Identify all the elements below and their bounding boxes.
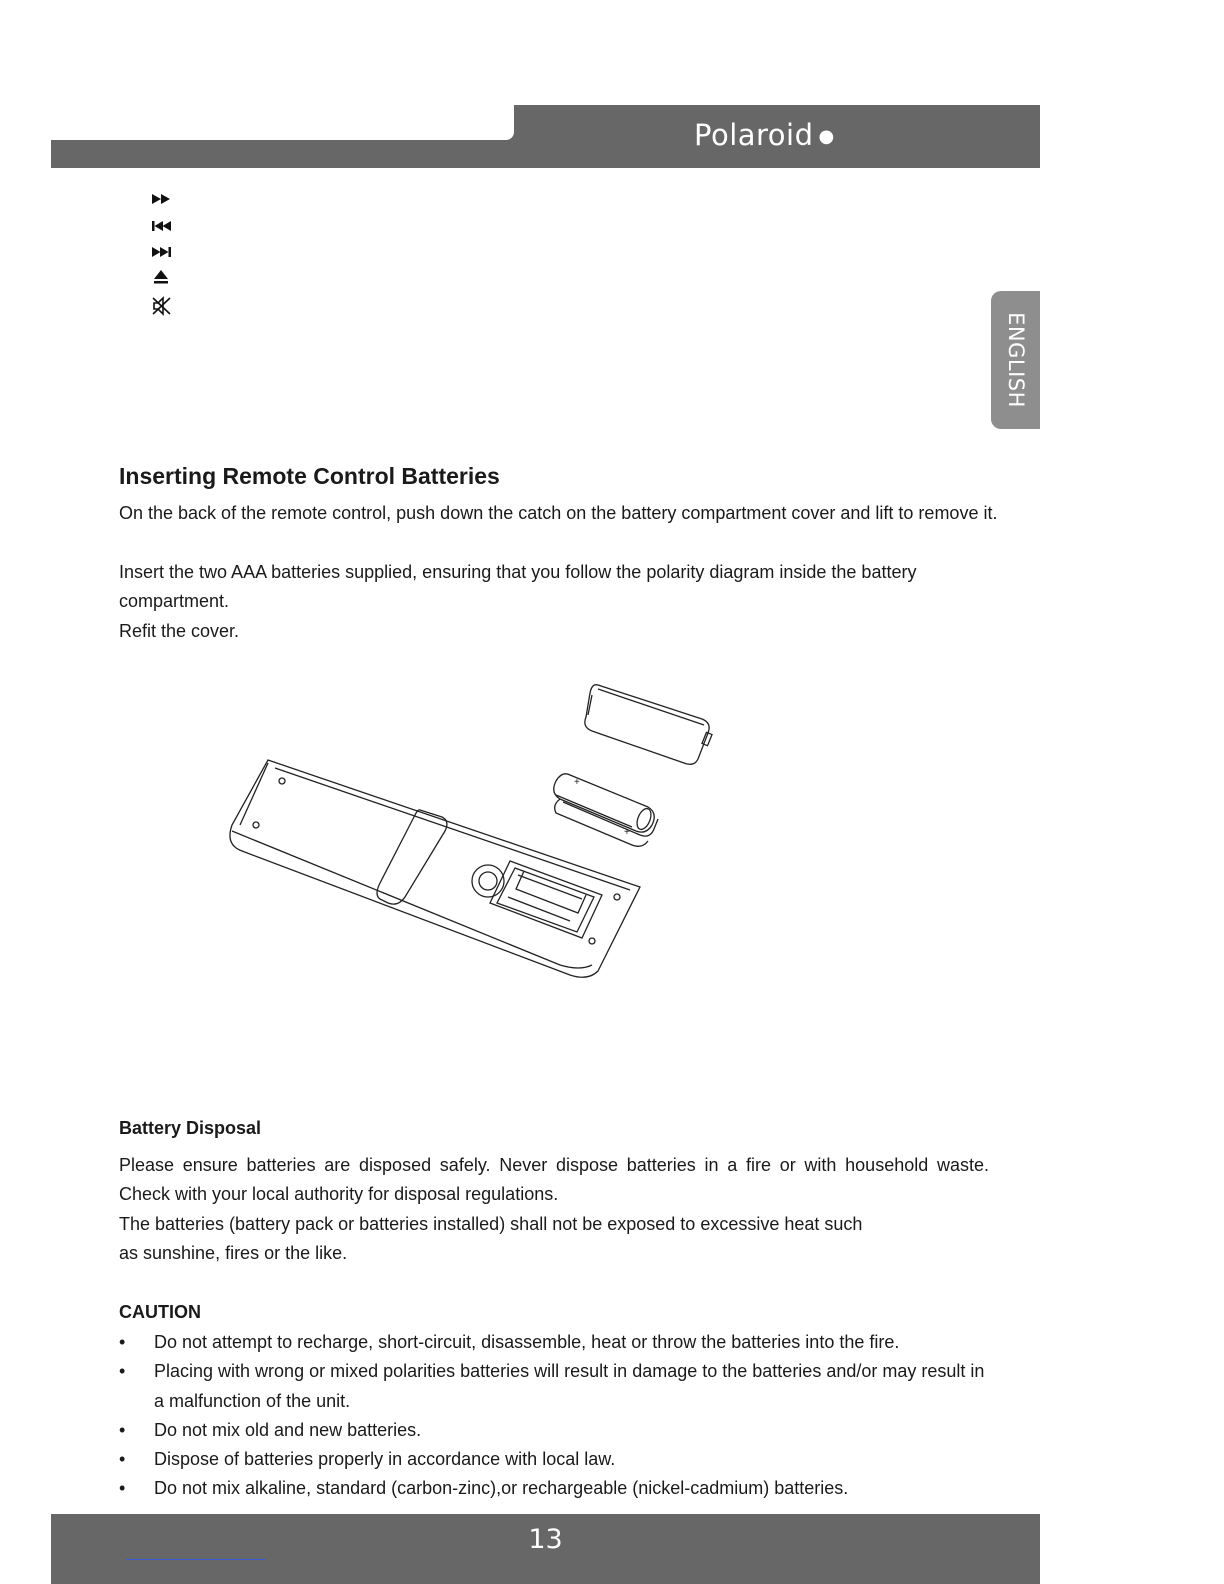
disposal-paragraph-1: Please ensure batteries are disposed safely. Never dispose batteries in a fire or with household waste. Check with your local authority for disposal regulations. [119,1155,989,1205]
battery-cover [585,685,712,765]
battery-compartment [472,861,602,938]
caution-item: • Placing with wrong or mixed polarities batteries will result in damage to the batteries and/or may result in a malfunction of the unit. [119,1357,999,1416]
disposal-paragraph-2-line-2: as sunshine, fires or the like. [119,1243,348,1263]
caution-item: • Do not mix old and new batteries. [119,1416,999,1445]
footer-link-underline [126,1559,266,1560]
bullet: • [119,1361,126,1382]
caution-list [119,1328,999,1504]
disposal-heading: Battery Disposal [119,1118,262,1138]
mute-icon [151,296,175,316]
caution-item: • Dispose of batteries properly in accordance with local law. [119,1445,999,1474]
disposal-paragraph-2-line-1: The batteries (battery pack or batteries installed) shall not be exposed to excessive heat such [119,1214,863,1234]
bullet: • [119,1419,126,1440]
bullet: • [119,1449,126,1470]
caution-heading: CAUTION [119,1302,201,1322]
svg-text:+: + [624,827,630,838]
brand-logo: Polaroid ● [694,118,835,152]
skip-back-icon [151,216,175,236]
bullet: • [119,1332,126,1352]
header-step [500,105,514,140]
language-tab-label-wrap [991,291,1040,429]
eject-icon [151,267,175,287]
step-1-text: On the back of the remote control, push down the catch on the battery compartment cover and lift to remove it. [119,503,998,523]
remote-battery-illustration [220,675,740,1000]
step-3-text: Refit the cover. [119,621,240,641]
svg-text:+: + [574,777,580,788]
remote-body [230,760,640,977]
page-number: 13 [528,1524,563,1555]
bullet: • [119,1478,126,1499]
batteries [554,774,658,846]
caution-item: • Do not mix alkaline, standard (carbon-zinc),or rechargeable (nickel-cadmium) batteries. [119,1474,999,1503]
language-tab-label: ENGLISH [1003,312,1028,408]
skip-forward-icon [151,242,175,262]
step-2-text: Insert the two AAA batteries supplied, ensuring that you follow the polarity diagram inside the battery compartment. [119,562,917,612]
caution-item: • Do not attempt to recharge, short-circuit, disassemble, heat or throw the batteries into the fire. [119,1328,999,1357]
section-title: Inserting Remote Control Batteries [119,463,500,489]
fast-forward-icon [151,189,175,209]
